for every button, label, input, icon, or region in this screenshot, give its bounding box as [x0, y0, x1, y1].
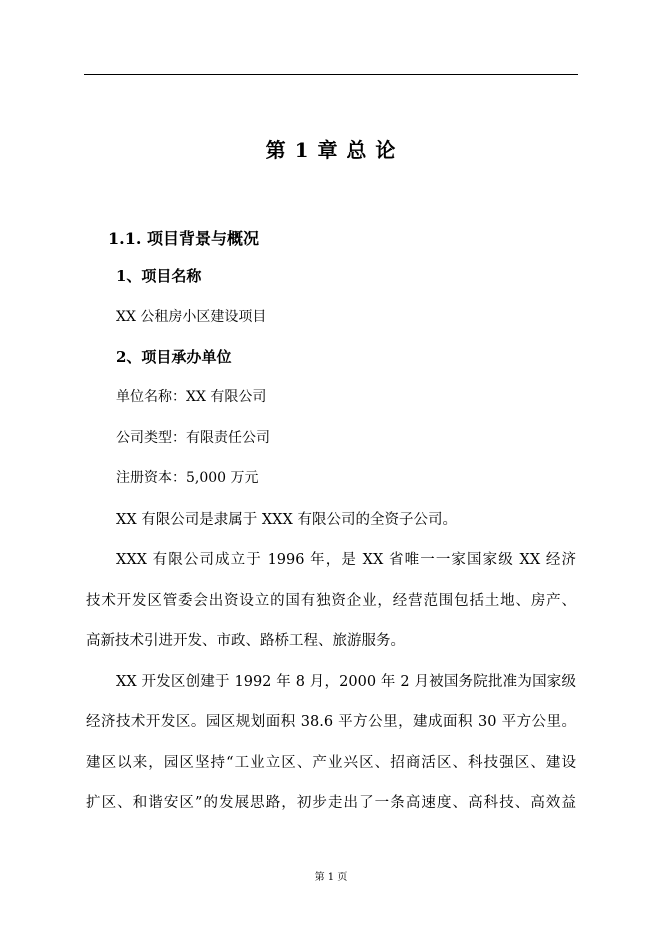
paragraph-subsidiary: XX 有限公司是隶属于 XXX 有限公司的全资子公司。 — [116, 512, 457, 528]
item1-heading: 1、项目名称 — [116, 267, 202, 285]
paragraph-zone-line: 经济技术开发区。园区规划面积 38.6 平方公里，建成面积 30 平方公里。 — [86, 714, 576, 730]
paragraph-zone-line: XX 开发区创建于 1992 年 8 月，2000 年 2 月被国务院批准为国家级 — [116, 674, 576, 690]
company-type: 公司类型：有限责任公司 — [116, 430, 270, 446]
header-rule — [84, 74, 578, 75]
paragraph-company-line: 高新技术引进开发、市政、路桥工程、旅游服务。 — [86, 633, 405, 649]
registered-capital: 注册资本：5,000 万元 — [116, 470, 259, 486]
project-name: XX 公租房小区建设项目 — [116, 309, 267, 325]
paragraph-zone-line: 扩区、和谐安区”的发展思路，初步走出了一条高速度、高科技、高效益 — [86, 795, 576, 811]
unit-name: 单位名称：XX 有限公司 — [116, 389, 267, 405]
paragraph-company-line: XXX 有限公司成立于 1996 年，是 XX 省唯一一家国家级 XX 经济 — [116, 552, 576, 568]
item2-heading: 2、项目承办单位 — [116, 348, 232, 366]
chapter-title: 第 1 章 总 论 — [265, 138, 397, 162]
paragraph-zone-line: 建区以来，园区坚持“工业立区、产业兴区、招商活区、科技强区、建设 — [86, 755, 576, 771]
section-title: 1.1. 项目背景与概况 — [108, 229, 259, 248]
page-number: 第 1 页 — [314, 872, 348, 883]
paragraph-company-line: 技术开发区管委会出资设立的国有独资企业，经营范围包括土地、房产、 — [86, 593, 576, 609]
